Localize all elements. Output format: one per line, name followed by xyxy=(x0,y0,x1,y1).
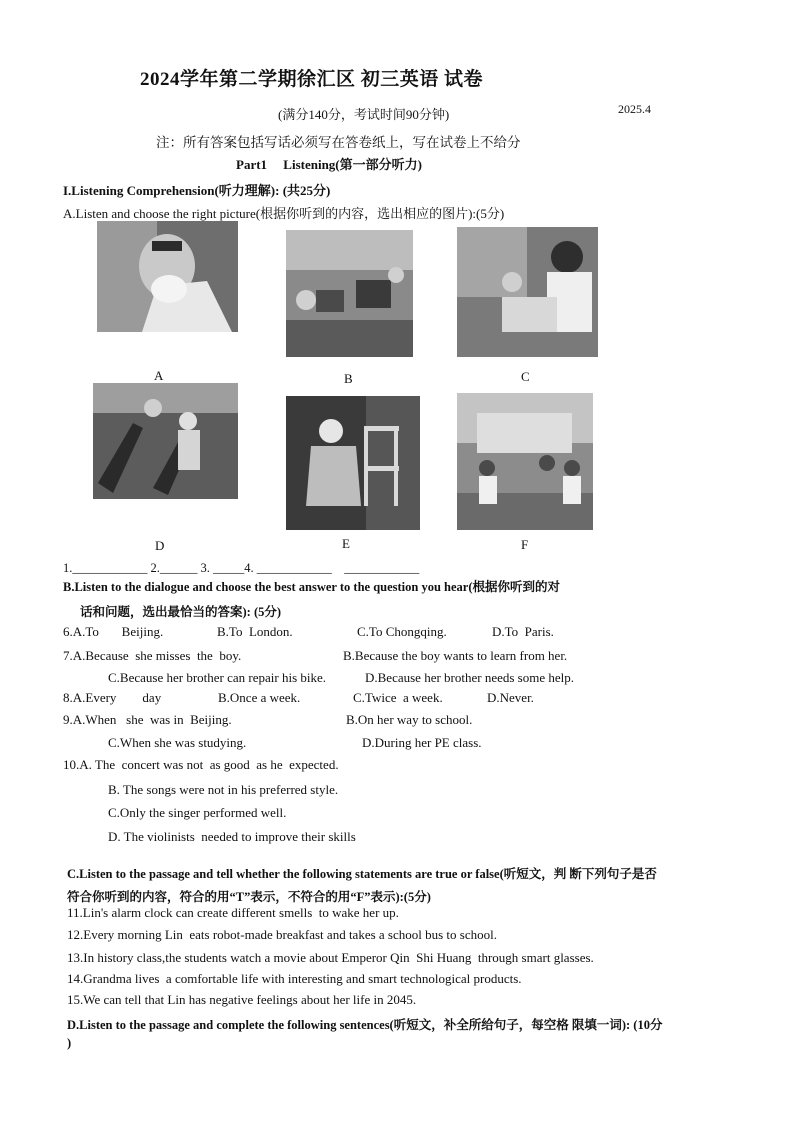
section-b-heading: B.Listen to the dialogue and choose the best answer to the question you hear(根据你听到的对 xyxy=(63,580,561,594)
q7-option-b: B.Because the boy wants to learn from her. xyxy=(343,648,568,663)
part-heading: Part1 Listening(第一部分听力) xyxy=(236,157,422,172)
statement-14: 14.Grandma lives a comfortable life with interesting and smart technological products. xyxy=(67,971,522,986)
picture-label-e: E xyxy=(342,536,350,551)
exam-title: 2024学年第二学期徐汇区 初三英语 试卷 xyxy=(140,69,484,90)
statement-13: 13.In history class,the students watch a movie about Emperor Qin Shi Huang through smart glasses. xyxy=(67,950,594,965)
q10-option-b: B. The songs were not in his preferred style. xyxy=(108,782,339,797)
exam-date: 2025.4 xyxy=(618,102,651,116)
exam-note: 注：所有答案包括写话必须写在答卷纸上，写在试卷上不给分 xyxy=(156,135,521,150)
q7-option-a: 7.A.Because she misses the boy. xyxy=(63,648,242,663)
man-blowing-nose-photo xyxy=(97,221,238,332)
picture-label-f: F xyxy=(521,537,529,552)
q9-option-c: C.When she was studying. xyxy=(108,735,247,750)
q8-option-a: 8.A.Every day xyxy=(63,690,162,705)
q7-option-d: D.Because her brother needs some help. xyxy=(365,670,575,685)
q8-option-c: C.Twice a week. xyxy=(353,690,443,705)
section-i-heading: I.Listening Comprehension(听力理解): (共25分) xyxy=(63,183,331,198)
q6-option-a: 6.A.To Beijing. xyxy=(63,624,164,639)
statement-15: 15.We can tell that Lin has negative feelings about her life in 2045. xyxy=(67,992,417,1007)
q9-option-a: 9.A.When she was in Beijing. xyxy=(63,712,232,727)
q7-option-c: C.Because her brother can repair his bike. xyxy=(108,670,327,685)
children-at-fountain-photo xyxy=(457,393,593,530)
statement-11: 11.Lin's alarm clock can create different smells to wake her up. xyxy=(67,905,399,920)
section-d-heading: D.Listen to the passage and complete the following sentences(听短文，补全所给句子，每空格 限填一词): (10分 xyxy=(67,1018,663,1032)
q6-option-b: B.To London. xyxy=(217,624,293,639)
people-on-treadmills-photo xyxy=(93,383,238,499)
answer-blanks: 1.____________ 2.______ 3. _____4. ____________ ____________ xyxy=(63,561,420,575)
q6-option-d: D.To Paris. xyxy=(492,624,554,639)
exam-subtitle: (满分140分，考试时间90分钟) xyxy=(278,107,450,122)
picture-label-d: D xyxy=(155,538,165,553)
picture-label-c: C xyxy=(521,369,530,384)
picture-label-a: A xyxy=(154,368,164,383)
section-b-heading-cont: 话和问题，选出最恰当的答案): (5分) xyxy=(80,605,282,619)
q10-option-c: C.Only the singer performed well. xyxy=(108,805,287,820)
section-a-heading: A.Listen and choose the right picture(根据你听到的内容，选出相应的图片):(5分) xyxy=(63,206,505,221)
office-workers-photo xyxy=(286,230,413,357)
q10-option-a: 10.A. The concert was not as good as he expected. xyxy=(63,757,339,772)
q10-option-d: D. The violinists needed to improve their skills xyxy=(108,829,356,844)
section-d-heading-cont: ) xyxy=(67,1036,72,1050)
section-c-heading: C.Listen to the passage and tell whether the following statements are true or false(听短文，判 断下列句子是否 xyxy=(67,867,657,881)
section-c-heading-cont: 符合你听到的内容，符合的用“T”表示，不符合的用“F”表示):(5分) xyxy=(67,890,431,904)
man-weighing-package-photo xyxy=(457,227,598,357)
q9-option-d: D.During her PE class. xyxy=(362,735,482,750)
q6-option-c: C.To Chongqing. xyxy=(357,624,447,639)
q8-option-b: B.Once a week. xyxy=(218,690,301,705)
q9-option-b: B.On her way to school. xyxy=(346,712,473,727)
old-man-making-chair-photo xyxy=(286,396,420,530)
picture-label-b: B xyxy=(344,371,353,386)
statement-12: 12.Every morning Lin eats robot-made breakfast and takes a school bus to school. xyxy=(67,927,497,942)
q8-option-d: D.Never. xyxy=(487,690,534,705)
